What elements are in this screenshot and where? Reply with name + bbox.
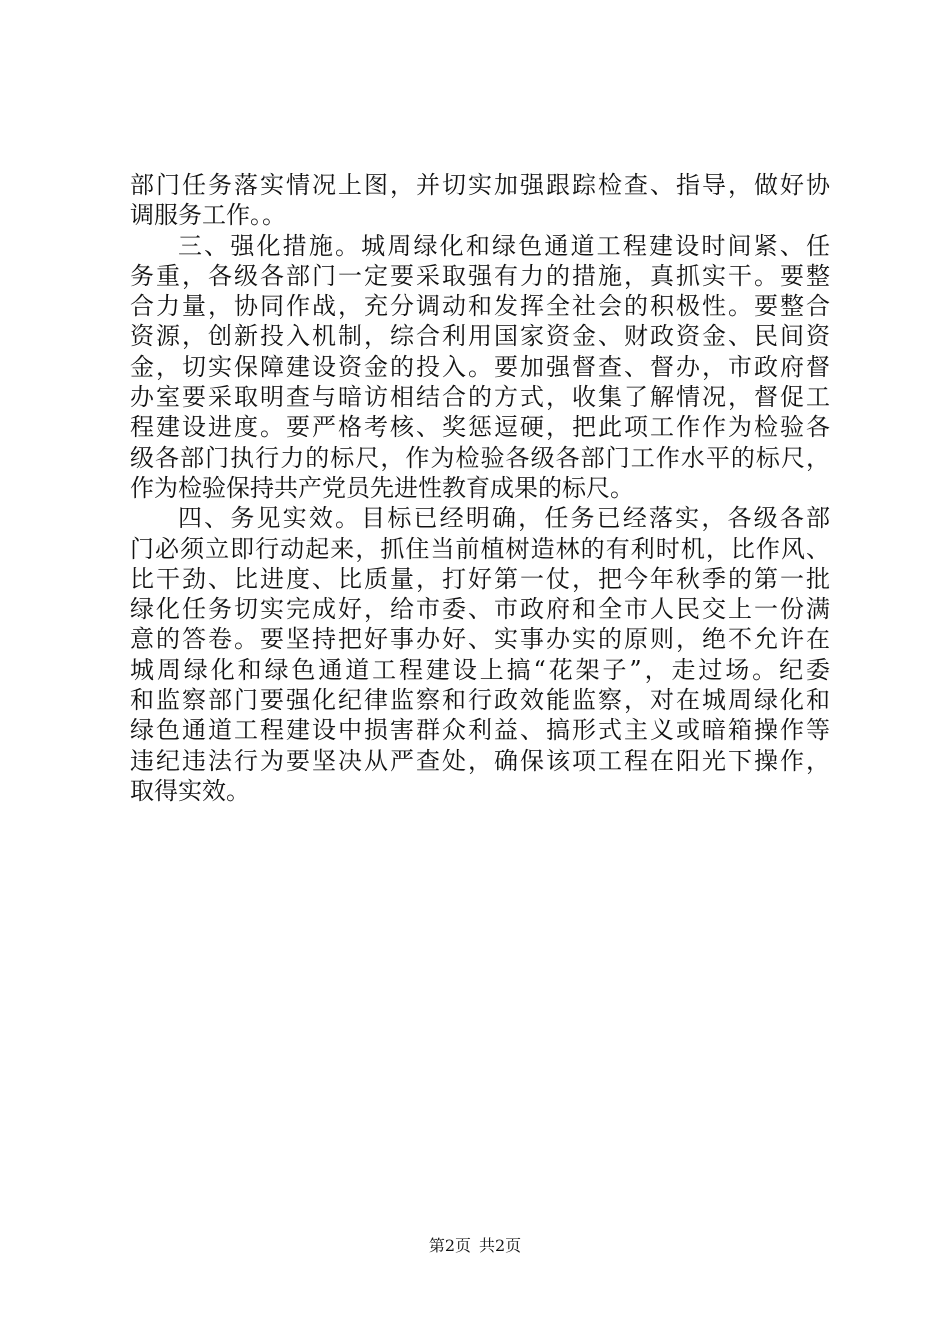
text-line: 门必须立即行动起来，抓住当前植树造林的有利时机，比作风、 <box>130 534 830 563</box>
text-line: 程建设进度。要严格考核、奖惩逗硬，把此项工作作为检验各 <box>130 413 830 442</box>
text-line: 比干劲、比进度、比质量，打好第一仗，把今年秋季的第一批 <box>130 564 830 593</box>
document-body <box>130 170 830 806</box>
section-heading-line: 三、强化措施。城周绿化和绿色通道工程建设时间紧、任 <box>178 231 830 260</box>
text-line: 务重，各级各部门一定要采取强有力的措施，真抓实干。要整 <box>130 261 830 290</box>
text-line: 绿色通道工程建设中损害群众利益、搞形式主义或暗箱操作等 <box>130 716 830 745</box>
section-heading-line: 四、务见实效。目标已经明确，任务已经落实，各级各部 <box>178 504 830 533</box>
text-line: 调服务工作。。 <box>130 201 286 230</box>
text-line: 作为检验保持共产党员先进性教育成果的标尺。 <box>130 473 634 502</box>
text-line: 资源，创新投入机制，综合利用国家资金、财政资金、民间资 <box>130 322 830 351</box>
text-line: 金，切实保障建设资金的投入。要加强督查、督办，市政府督 <box>130 352 830 381</box>
text-line: 违纪违法行为要坚决从严查处，确保该项工程在阳光下操作， <box>130 746 830 775</box>
text-line: 合力量，协同作战，充分调动和发挥全社会的积极性。要整合 <box>130 292 830 321</box>
text-line: 绿化任务切实完成好，给市委、市政府和全市人民交上一份满 <box>130 595 830 624</box>
text-line: 意的答卷。要坚持把好事办好、实事办实的原则，绝不允许在 <box>130 625 830 654</box>
page-total: 共2页 <box>479 1236 522 1255</box>
text-line: 办室要采取明查与暗访相结合的方式，收集了解情况，督促工 <box>130 383 830 412</box>
text-line: 和监察部门要强化纪律监察和行政效能监察，对在城周绿化和 <box>130 686 830 715</box>
text-line: 级各部门执行力的标尺，作为检验各级各部门工作水平的标尺， <box>130 443 830 472</box>
text-line: 部门任务落实情况上图，并切实加强跟踪检查、指导，做好协 <box>130 171 830 199</box>
text-line: 城周绿化和绿色通道工程建设上搞“花架子”，走过场。纪委 <box>130 655 830 684</box>
page-footer <box>0 1236 950 1256</box>
text-line: 取得实效。 <box>130 776 250 805</box>
page-number: 第2页 <box>428 1236 471 1255</box>
